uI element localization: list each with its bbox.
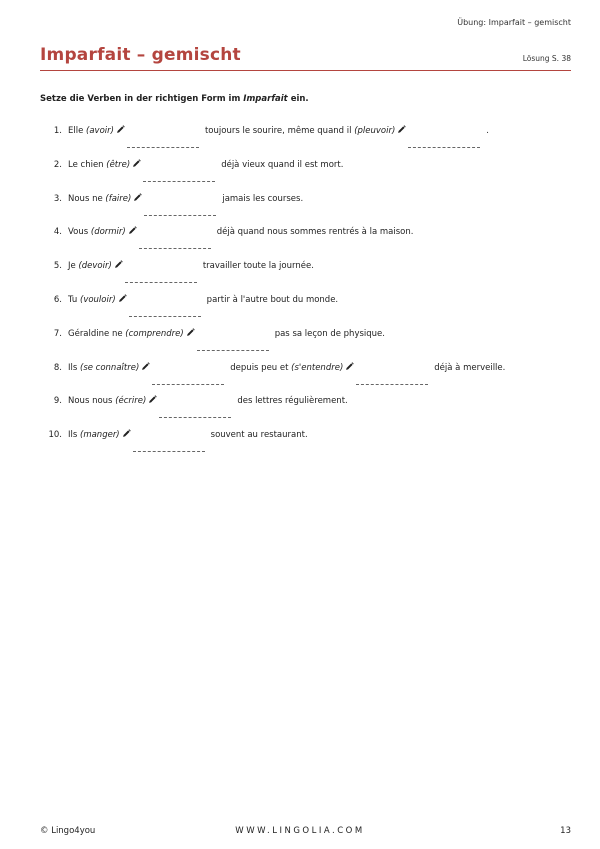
exercise-item	[40, 193, 571, 215]
pencil-icon	[118, 294, 127, 303]
item-number: 5.	[53, 261, 62, 272]
footer-website: WWW.LINGOLIA.COM	[235, 826, 365, 836]
verb-hint: (vouloir)	[80, 295, 116, 305]
sentence-text: jamais les courses.	[222, 193, 304, 204]
exercise-item	[40, 294, 571, 316]
answer-blank[interactable]	[125, 270, 197, 283]
item-number: 6.	[53, 295, 62, 305]
verb-hint: (se connaître)	[80, 362, 140, 373]
verb-hint: (comprendre)	[125, 328, 184, 339]
sentence-text: Ils	[68, 430, 80, 441]
exercise-item	[40, 362, 571, 384]
exercise-instruction	[40, 94, 309, 104]
title-divider	[40, 70, 571, 71]
sentence-text: depuis peu et	[230, 362, 292, 373]
sentence-text: Vous	[68, 227, 91, 238]
pencil-icon	[122, 429, 131, 438]
sentence-text: Je	[68, 261, 79, 272]
pencil-icon	[141, 362, 150, 371]
item-number: 8.	[53, 362, 62, 373]
sentence-text: toujours le sourire, même quand il	[204, 126, 355, 136]
exercise-item	[40, 429, 571, 451]
instruction-emphasis: Imparfait	[243, 94, 288, 104]
answer-blank[interactable]	[152, 372, 224, 385]
sentence-text: déjà quand nous sommes rentrés à la maison.	[216, 227, 414, 238]
exercise-item	[40, 328, 571, 350]
sentence-text: Tu	[68, 295, 80, 305]
page-title: Imparfait – gemischt	[40, 45, 241, 65]
verb-hint: (pleuvoir)	[354, 126, 396, 136]
answer-blank[interactable]	[159, 405, 231, 418]
answer-blank[interactable]	[197, 338, 269, 351]
verb-hint: (avoir)	[86, 126, 114, 136]
sentence-text: Nous ne	[68, 193, 106, 204]
item-number: 4.	[53, 227, 62, 238]
item-number: 1.	[53, 126, 62, 136]
item-sentence	[68, 125, 489, 138]
sentence-text: partir à l'autre bout du monde.	[206, 295, 339, 305]
exercise-item	[40, 260, 571, 282]
item-sentence	[68, 328, 385, 341]
answer-blank[interactable]	[133, 439, 205, 452]
sentence-text: Le chien	[68, 159, 107, 170]
item-sentence	[68, 260, 314, 273]
sentence-text: pas sa leçon de physique.	[274, 328, 385, 339]
pencil-icon	[148, 395, 157, 404]
answer-blank[interactable]	[356, 372, 428, 385]
pencil-icon	[116, 125, 125, 134]
sentence-text: déjà vieux quand il est mort.	[221, 159, 344, 170]
answer-blank[interactable]	[143, 169, 215, 182]
exercise-item	[40, 125, 571, 147]
exercise-item	[40, 226, 571, 248]
pencil-icon	[128, 226, 137, 235]
pencil-icon	[133, 193, 142, 202]
answer-blank[interactable]	[408, 135, 480, 148]
sentence-text: Géraldine ne	[68, 328, 126, 339]
item-sentence	[68, 193, 303, 206]
verb-hint: (devoir)	[78, 261, 112, 272]
footer-page-number: 13	[560, 826, 571, 836]
exercise-item	[40, 395, 571, 417]
answer-blank[interactable]	[144, 203, 216, 216]
verb-hint: (manger)	[80, 430, 120, 441]
pencil-icon	[186, 328, 195, 337]
exercise-item	[40, 159, 571, 181]
pencil-icon	[397, 125, 406, 134]
pencil-icon	[132, 159, 141, 168]
answer-blank[interactable]	[129, 304, 201, 317]
verb-hint: (s'entendre)	[291, 362, 344, 373]
item-sentence	[68, 362, 505, 375]
pencil-icon	[345, 362, 354, 371]
sentence-text: déjà à merveille.	[434, 362, 506, 373]
item-number: 2.	[53, 159, 62, 170]
sentence-text: Ils	[68, 362, 80, 373]
verb-hint: (faire)	[105, 193, 132, 204]
header-note: Übung: Imparfait – gemischt	[457, 18, 571, 27]
item-number: 7.	[53, 328, 62, 339]
answer-blank[interactable]	[139, 236, 211, 249]
item-number: 9.	[53, 396, 62, 407]
item-sentence	[68, 429, 308, 442]
item-sentence	[68, 159, 343, 172]
sentence-text: Elle	[68, 126, 87, 136]
sentence-text: Nous nous	[68, 396, 116, 407]
verb-hint: (dormir)	[90, 227, 126, 238]
instruction-text-before: Setze die Verben in der richtigen Form im	[40, 94, 244, 104]
solution-reference: Lösung S. 38	[522, 54, 571, 63]
verb-hint: (être)	[106, 159, 131, 170]
pencil-icon	[114, 260, 123, 269]
sentence-text: souvent au restaurant.	[210, 430, 308, 441]
sentence-text: .	[486, 126, 489, 136]
answer-blank[interactable]	[127, 135, 199, 148]
sentence-text: des lettres régulièrement.	[237, 396, 348, 407]
verb-hint: (écrire)	[115, 396, 147, 407]
item-sentence	[68, 226, 413, 239]
sentence-text: travailler toute la journée.	[202, 261, 314, 272]
item-number: 10.	[48, 430, 62, 441]
item-number: 3.	[53, 193, 62, 204]
instruction-text-after: ein.	[287, 94, 309, 104]
footer-copyright: © Lingo4you	[40, 826, 96, 836]
item-sentence	[68, 395, 348, 408]
item-sentence	[68, 294, 338, 307]
